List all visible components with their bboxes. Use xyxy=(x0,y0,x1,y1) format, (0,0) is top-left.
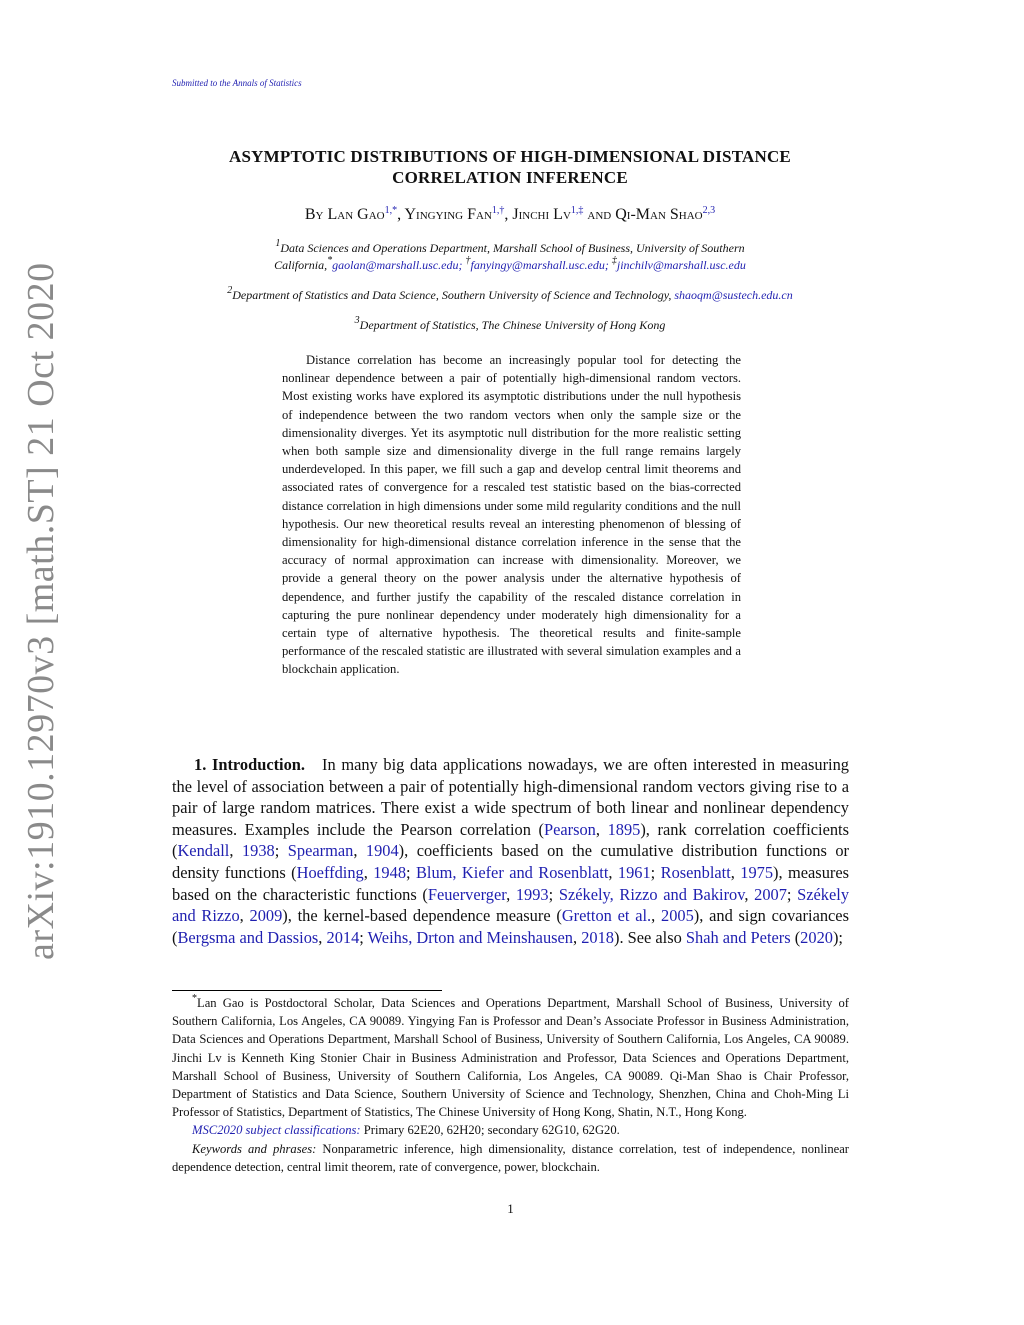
citation-link[interactable]: Székely, Rizzo and Bakirov xyxy=(558,884,745,904)
email-mark: † xyxy=(465,255,471,266)
footnote-mark: * xyxy=(192,993,197,1004)
author-name: Jinchi Lv xyxy=(512,206,571,223)
email-mark: * xyxy=(327,255,333,266)
citation-link[interactable]: 2014 xyxy=(326,927,360,947)
title-line-2: CORRELATION INFERENCE xyxy=(392,168,628,187)
body-text: ; xyxy=(650,862,661,882)
and-word: and xyxy=(587,206,612,223)
email-link[interactable]: gaolan@marshall.usc.edu; xyxy=(332,258,463,272)
affiliation-number: 1 xyxy=(275,238,281,249)
footnote-text: Lan Gao is Postdoctoral Scholar, Data Sciences and Operations Department, Marshall School of Business, University of Southern California, Los Angeles, CA 90089. Yingying Fan is Professor and Dean’s Associate Professor in Business Administration, Data Sciences and Operations Department, Marshall School of Business, University of Southern California, Los Angeles, CA 90089. Jinchi Lv is Kenneth King Stonier Chair in Business Administration and Professor, Data Sciences and Operations Department, Marshall School of Business, University of Southern California, Los Angeles, CA 90089. Qi-Man Shao is Chair Professor, Department of Statistics and Data Science, Southern University of Science and Technology, Shenzhen, China and Choh-Ming Li Professor of Statistics, Department of Statistics, The Chinese University of Hong Kong, Shatin, N.T., Hong Kong. xyxy=(172,996,849,1120)
email-mark: ‡ xyxy=(611,255,617,266)
email-link[interactable]: shaoqm@sustech.edu.cn xyxy=(674,288,793,302)
footnote-rule xyxy=(172,990,442,991)
arxiv-sidebar-stamp: arXiv:1910.12970v3 [math.ST] 21 Oct 2020 xyxy=(20,262,62,960)
body-text: ), rank correlation coefficients ( xyxy=(172,819,849,861)
author-list xyxy=(172,206,848,224)
keywords xyxy=(172,1140,849,1176)
affiliation-2 xyxy=(172,287,848,304)
affiliation-text: Department of Statistics, The Chinese University of Hong Kong xyxy=(359,318,666,332)
footnotes xyxy=(172,994,849,1176)
body-text: , xyxy=(608,862,618,882)
citation-link[interactable]: Feuerverger xyxy=(427,884,507,904)
body-text: , xyxy=(229,841,242,861)
body-text: ; xyxy=(548,884,559,904)
submitted-header[interactable]: Submitted to the Annals of Statistics xyxy=(172,78,302,88)
body-text: ; xyxy=(406,862,416,882)
body-text: ; xyxy=(359,927,368,947)
citation-link[interactable]: 2009 xyxy=(249,906,283,926)
citation-link[interactable]: 2020 xyxy=(800,927,833,947)
page-number: 1 xyxy=(507,1201,514,1216)
body-text: ; xyxy=(786,884,798,904)
citation-link[interactable]: Weihs, Drton and Meinshausen xyxy=(367,927,573,947)
affiliation-text: Department of Statistics and Data Science, Southern University of Science and Technology, xyxy=(232,288,672,302)
citation-link[interactable]: 1961 xyxy=(617,862,651,882)
body-text: ), measures based on the characteristic functions ( xyxy=(172,862,849,904)
body-text: ), the kernel-based dependence measure ( xyxy=(282,906,562,926)
citation-link[interactable]: Gretton et al. xyxy=(561,906,652,926)
citation-link[interactable]: Pearson xyxy=(543,819,596,839)
by-word: By xyxy=(304,206,324,223)
author-name: Qi-Man Shao xyxy=(615,206,703,223)
citation-link[interactable]: 1948 xyxy=(373,862,407,882)
citation-link[interactable]: 1938 xyxy=(241,841,275,861)
author-mark[interactable]: 1,† xyxy=(491,205,505,216)
author-mark[interactable]: 1,‡ xyxy=(570,205,584,216)
citation-link[interactable]: Bergsma and Dassios xyxy=(177,927,319,947)
body-text: ), and sign covariances ( xyxy=(172,906,849,947)
author-separator: , xyxy=(397,206,402,223)
author-footnote xyxy=(172,994,849,1121)
email-link[interactable]: fanyingy@marshall.usc.edu; xyxy=(470,258,609,272)
citation-link[interactable]: Spearman xyxy=(287,841,354,861)
affiliation-text: Data Sciences and Operations Department, Marshall School of Business, University of Southern xyxy=(280,241,745,255)
citation-link[interactable]: 1895 xyxy=(607,819,641,839)
body-text: ). See also xyxy=(613,927,686,947)
affiliation-number: 3 xyxy=(354,315,360,326)
body-text: ); xyxy=(832,927,843,947)
citation-link[interactable]: Rosenblatt xyxy=(660,862,731,882)
body-text: , xyxy=(239,906,250,926)
msc-link[interactable]: MSC2020 subject classifications: xyxy=(192,1123,361,1138)
body-text: ( xyxy=(790,927,801,947)
body-text: , xyxy=(318,927,327,947)
citation-link[interactable]: Hoeffding xyxy=(296,862,364,882)
section-heading: 1. Introduction. xyxy=(194,755,306,774)
body-text: , xyxy=(651,906,662,926)
citation-link[interactable]: 1904 xyxy=(365,841,399,861)
citation-link[interactable]: 2005 xyxy=(661,906,694,926)
email-link[interactable]: jinchilv@marshall.usc.edu xyxy=(616,258,746,272)
citation-link[interactable]: Blum, Kiefer and Rosenblatt xyxy=(415,862,609,882)
citation-link[interactable]: 1993 xyxy=(515,884,549,904)
author-mark[interactable]: 1,* xyxy=(384,205,398,216)
author-name: Yingying Fan xyxy=(404,206,492,223)
author-mark[interactable]: 2,3 xyxy=(702,205,716,216)
body-text: ), coefficients based on the cumulative distribution functions or density functions ( xyxy=(172,841,849,882)
body-text: , xyxy=(730,862,741,882)
msc-codes: Primary 62E20, 62H20; secondary 62G10, 62G20. xyxy=(360,1123,620,1138)
affiliation-3 xyxy=(172,317,848,334)
msc-classification xyxy=(172,1121,849,1139)
citation-link[interactable]: Kendall xyxy=(177,841,230,861)
body-text: , xyxy=(363,862,374,882)
affiliation-1 xyxy=(172,240,848,274)
author-separator: , xyxy=(504,206,509,223)
keywords-label: Keywords and phrases: xyxy=(192,1141,317,1156)
body-text: , xyxy=(744,884,755,904)
abstract: Distance correlation has become an increasingly popular tool for detecting the nonlinear dependence between a pair of potentially high-dimensional random vectors. Most existing works have explored its asymptotic distributions under the null hypothesis of independence between the two random vectors when only the sample size or the dimensionality diverges. Yet its asymptotic null distribution for the more realistic setting when both sample size and dimensionality diverge in the full range remains largely underdeveloped. In this paper, we fill such a gap and develop central limit theorems and associated rates of convergence for a rescaled test statistic based on the bias-corrected distance correlation in high dimensions under some mild regularity conditions and the null hypothesis. Our new theoretical results reveal an interesting phenomenon of blessing of dimensionality for high-dimensional distance correlation inference in the sense that the accuracy of normal approximation can increase with dimensionality. Moreover, we provide a general theory on the power analysis under the alternative hypothesis of dependence, and further justify the capability of the rescaled distance correlation in capturing the pure nonlinear dependency under moderately high dimensionality for a certain type of alternative hypothesis. The theoretical results and finite-sample performance of the rescaled statistic are illustrated with several simulation examples and a blockchain application. xyxy=(282,353,741,677)
body-text: ; xyxy=(274,841,288,861)
body-text: In many big data applications nowadays, we are often interested in measuring the level of association between a pair of potentially high-dimensional random vectors giving rise to a pair of large random matrices. There exist a wide spectrum of both linear and nonlinear dependency measures. Examples include the Pearson correlation ( xyxy=(172,755,849,839)
keywords-text: Nonparametric inference, high dimensionality, distance correlation, test of independence, nonlinear dependence detection, central limit theorem, rate of convergence, power, blockchain. xyxy=(172,1141,849,1174)
introduction-paragraph xyxy=(172,754,849,948)
citation-link[interactable]: 1975 xyxy=(740,862,774,882)
affiliation-text: California, xyxy=(274,258,328,272)
body-text: , xyxy=(573,927,582,947)
body-text: , xyxy=(506,884,516,904)
affiliation-number: 2 xyxy=(227,285,233,296)
citation-link[interactable]: 2007 xyxy=(754,884,787,904)
citation-link[interactable]: 2018 xyxy=(581,927,614,947)
title-line-1: ASYMPTOTIC DISTRIBUTIONS OF HIGH-DIMENSIONAL DISTANCE xyxy=(229,147,791,166)
author-name: Lan Gao xyxy=(327,206,385,223)
citation-link[interactable]: Shah and Peters xyxy=(685,927,791,947)
citation-link[interactable]: Székely and Rizzo xyxy=(172,884,850,926)
paper-title xyxy=(172,146,848,188)
body-text: , xyxy=(353,841,366,861)
body-text: , xyxy=(595,819,608,839)
